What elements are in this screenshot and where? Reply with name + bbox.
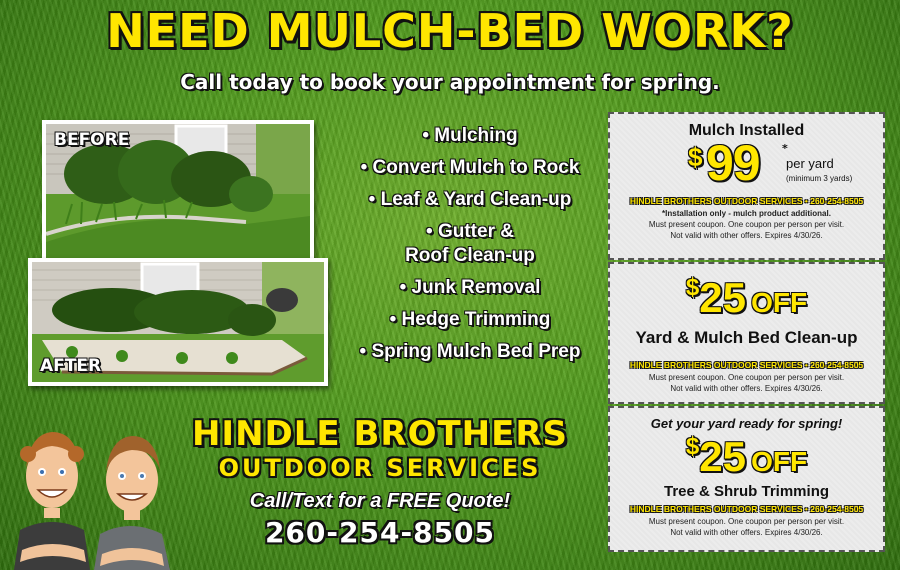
services-list — [340, 124, 600, 372]
coupon-yard-mulch-cleanup[interactable] — [608, 262, 885, 404]
coupon-fine-print: Not valid with other offers. Expires 4/30/26. — [670, 528, 823, 537]
after-photo — [28, 258, 328, 386]
price-symbol: $ — [685, 274, 700, 301]
coupon-fine-print: Must present coupon. One coupon per person per visit. — [648, 220, 845, 229]
service-item: Roof Clean-up — [405, 245, 535, 266]
price-off: OFF — [751, 287, 808, 318]
brother-right-figure — [94, 436, 170, 570]
coupon-mulch-installed[interactable] — [608, 112, 885, 260]
coupon-company-line: HINDLE BROTHERS OUTDOOR SERVICES • 260-254-8505 — [629, 360, 864, 370]
coupon-service: Tree & Shrub Trimming — [663, 483, 830, 500]
before-photo — [42, 120, 314, 263]
coupon-fine-print: *Installation only - mulch product additional. — [662, 209, 831, 218]
coupon-tagline: Get your yard ready for spring! — [650, 416, 843, 431]
coupon-fine-print: Must present coupon. One coupon per person per visit. — [648, 373, 845, 382]
phone-number[interactable]: 260-254-8505 — [264, 516, 496, 549]
service-item: • Mulching — [422, 125, 518, 146]
price-off: OFF — [751, 446, 808, 477]
subheadline: Call today to book your appointment for spring. — [180, 70, 720, 94]
coupon-company-line: HINDLE BROTHERS OUTDOOR SERVICES • 260-254-8505 — [629, 196, 864, 206]
company-subtitle: OUTDOOR SERVICES — [218, 454, 542, 482]
before-label: BEFORE — [54, 130, 130, 150]
brothers-illustration — [12, 410, 172, 570]
brother-left-figure — [14, 432, 90, 570]
service-item: • Convert Mulch to Rock — [360, 157, 580, 178]
coupon-fine-print: Not valid with other offers. Expires 4/30/26. — [670, 231, 823, 240]
free-quote-cta: Call/Text for a FREE Quote! — [249, 490, 511, 512]
price-value: 25 — [699, 274, 746, 321]
price-value: 99 — [706, 135, 760, 191]
service-item: • Leaf & Yard Clean-up — [368, 189, 572, 210]
price-unit: per yard — [786, 156, 834, 171]
service-item: • Spring Mulch Bed Prep — [359, 341, 581, 362]
coupon-tree-shrub-trimming[interactable] — [608, 406, 885, 552]
coupon-fine-print: Must present coupon. One coupon per person per visit. — [648, 517, 845, 526]
coupon-service: Yard & Mulch Bed Clean-up — [635, 328, 858, 347]
company-name: HINDLE BROTHERS — [191, 414, 569, 454]
coupon-fine-print: Not valid with other offers. Expires 4/30/26. — [670, 384, 823, 393]
service-item: • Hedge Trimming — [389, 309, 551, 330]
headline: NEED MULCH-BED WORK? — [106, 4, 794, 58]
price-symbol: $ — [688, 142, 703, 172]
after-label: AFTER — [40, 356, 102, 376]
price-value: 25 — [699, 433, 746, 480]
coupon-title: Mulch Installed — [688, 122, 805, 139]
coupon-company-line: HINDLE BROTHERS OUTDOOR SERVICES • 260-254-8505 — [629, 504, 864, 514]
price-symbol: $ — [685, 433, 700, 460]
price-minimum: (minimum 3 yards) — [786, 174, 853, 183]
service-item: • Gutter & — [426, 221, 514, 242]
price-asterisk: * — [782, 142, 788, 155]
service-item: • Junk Removal — [399, 277, 541, 298]
